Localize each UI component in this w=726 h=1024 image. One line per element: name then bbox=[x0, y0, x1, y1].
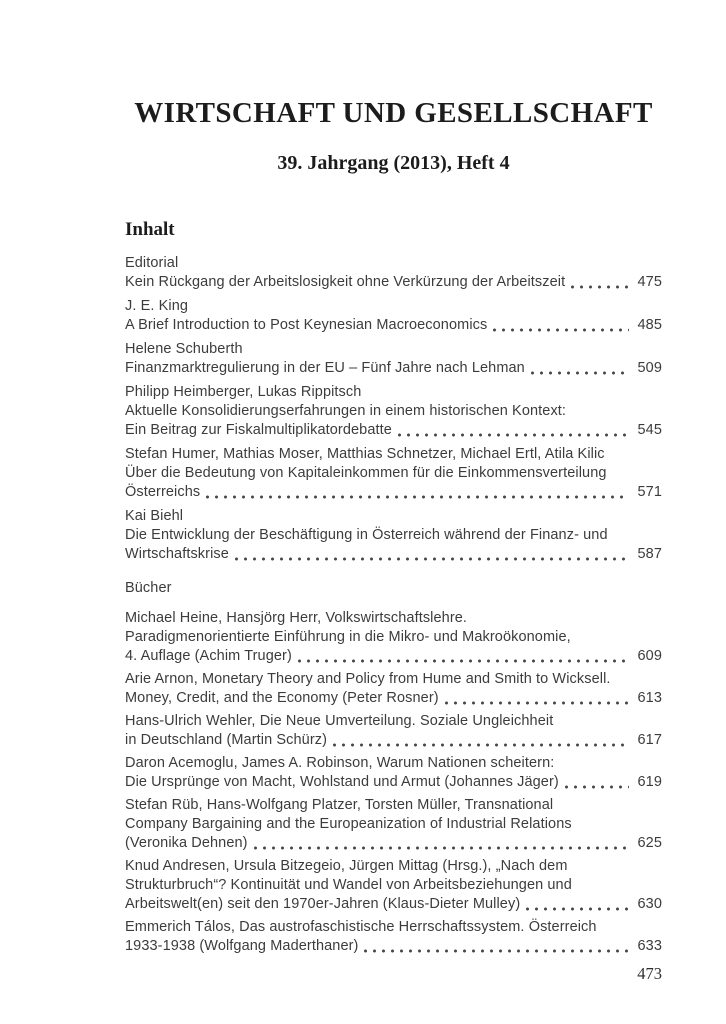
toc-line: Kein Rückgang der Arbeitslosigkeit ohne Verkürzung der Arbeitszeit bbox=[125, 274, 566, 290]
toc-line: Stefan Humer, Mathias Moser, Matthias Schnetzer, Michael Ertl, Atila Kilic bbox=[125, 446, 605, 462]
toc-line: Paradigmenorientierte Einführung in die Mikro- und Makroökonomie, bbox=[125, 629, 571, 645]
toc-entry bbox=[125, 796, 662, 853]
toc-line: Ein Beitrag zur Fiskalmultiplikatordebatte bbox=[125, 422, 392, 438]
toc-entry bbox=[125, 918, 662, 956]
toc-page-number: 619 bbox=[637, 774, 662, 790]
toc-page-number: 613 bbox=[637, 690, 662, 706]
toc-line: Company Bargaining and the Europeanization of Industrial Relations bbox=[125, 816, 572, 832]
toc-entry bbox=[125, 445, 662, 502]
toc-line: Finanzmarktregulierung in der EU – Fünf Jahre nach Lehman bbox=[125, 360, 525, 376]
toc-entry bbox=[125, 712, 662, 750]
toc-entry bbox=[125, 507, 662, 564]
toc-entry bbox=[125, 857, 662, 914]
books-list bbox=[125, 609, 662, 956]
toc-line: Arbeitswelt(en) seit den 1970er-Jahren (Klaus-Dieter Mulley) bbox=[125, 896, 521, 912]
contents-heading: Inhalt bbox=[125, 219, 175, 240]
toc-line: Helene Schuberth bbox=[125, 341, 243, 357]
toc-page-number: 509 bbox=[637, 360, 662, 376]
toc-line: 4. Auflage (Achim Truger) bbox=[125, 648, 292, 664]
toc-page-number: 545 bbox=[637, 422, 662, 438]
toc-leader-row bbox=[125, 647, 662, 666]
toc-line: Wirtschaftskrise bbox=[125, 546, 229, 562]
toc-leader-row bbox=[125, 773, 662, 792]
toc-leader-row bbox=[125, 273, 662, 292]
toc-line: Michael Heine, Hansjörg Herr, Volkswirtschaftslehre. bbox=[125, 610, 468, 626]
toc-line: Stefan Rüb, Hans-Wolfgang Platzer, Torsten Müller, Transnational bbox=[125, 797, 554, 813]
toc-page-number: 475 bbox=[637, 274, 662, 290]
issue-line: 39. Jahrgang (2013), Heft 4 bbox=[277, 152, 510, 174]
toc-entry bbox=[125, 254, 662, 292]
dot-leader bbox=[398, 432, 629, 438]
toc-line: Money, Credit, and the Economy (Peter Rosner) bbox=[125, 690, 439, 706]
toc-leader-row bbox=[125, 834, 662, 853]
journal-title: WIRTSCHAFT UND GESELLSCHAFT bbox=[134, 97, 653, 129]
toc-leader-row bbox=[125, 731, 662, 750]
toc-leader-row bbox=[125, 359, 662, 378]
toc-page-number: 485 bbox=[637, 317, 662, 333]
page-number: 473 bbox=[637, 964, 662, 983]
toc-line: Daron Acemoglu, James A. Robinson, Warum Nationen scheitern: bbox=[125, 755, 555, 771]
toc-line: Arie Arnon, Monetary Theory and Policy from Hume and Smith to Wicksell. bbox=[125, 671, 611, 687]
toc-line: Die Entwicklung der Beschäftigung in Österreich während der Finanz- und bbox=[125, 527, 608, 543]
toc-line: (Veronika Dehnen) bbox=[125, 835, 248, 851]
dot-leader bbox=[206, 494, 629, 500]
toc-leader-row bbox=[125, 937, 662, 956]
dot-leader bbox=[364, 948, 629, 954]
toc-line: in Deutschland (Martin Schürz) bbox=[125, 732, 328, 748]
toc-line: Über die Bedeutung von Kapitaleinkommen für die Einkommensverteilung bbox=[125, 465, 607, 481]
dot-leader bbox=[565, 784, 629, 790]
dot-leader bbox=[526, 906, 629, 912]
dot-leader bbox=[298, 658, 629, 664]
toc-leader-row bbox=[125, 483, 662, 502]
books-heading: Bücher bbox=[125, 580, 172, 596]
toc-entry bbox=[125, 754, 662, 792]
toc-line: Strukturbruch“? Kontinuität und Wandel von Arbeitsbeziehungen und bbox=[125, 877, 572, 893]
dot-leader bbox=[493, 327, 629, 333]
toc-page-number: 625 bbox=[637, 835, 662, 851]
dot-leader bbox=[445, 700, 629, 706]
toc-leader-row bbox=[125, 421, 662, 440]
toc-line: Emmerich Tálos, Das austrofaschistische Herrschaftssystem. Österreich bbox=[125, 919, 597, 935]
toc-page-number: 571 bbox=[637, 484, 662, 500]
toc-line: Die Ursprünge von Macht, Wohlstand und Armut (Johannes Jäger) bbox=[125, 774, 559, 790]
articles-list bbox=[125, 254, 662, 564]
toc-line: A Brief Introduction to Post Keynesian Macroeconomics bbox=[125, 317, 488, 333]
toc-entry bbox=[125, 297, 662, 335]
toc-entry bbox=[125, 609, 662, 666]
toc-page-number: 633 bbox=[637, 938, 662, 954]
toc-line: Aktuelle Konsolidierungserfahrungen in einem historischen Kontext: bbox=[125, 403, 567, 419]
toc-entry bbox=[125, 670, 662, 708]
toc-line: Knud Andresen, Ursula Bitzegeio, Jürgen Mittag (Hrsg.), „Nach dem bbox=[125, 858, 568, 874]
toc-line: Österreichs bbox=[125, 484, 201, 500]
toc-line: 1933-1938 (Wolfgang Maderthaner) bbox=[125, 938, 359, 954]
toc-line: Hans-Ulrich Wehler, Die Neue Umverteilung. Soziale Ungleichheit bbox=[125, 713, 554, 729]
dot-leader bbox=[235, 556, 629, 562]
dot-leader bbox=[333, 742, 629, 748]
toc-leader-row bbox=[125, 895, 662, 914]
toc-line: J. E. King bbox=[125, 298, 189, 314]
toc-page-number: 587 bbox=[637, 546, 662, 562]
toc-page-number: 609 bbox=[637, 648, 662, 664]
toc-leader-row bbox=[125, 316, 662, 335]
toc-page-number: 617 bbox=[637, 732, 662, 748]
toc-entry bbox=[125, 340, 662, 378]
dot-leader bbox=[531, 370, 629, 376]
toc-leader-row bbox=[125, 689, 662, 708]
dot-leader bbox=[254, 845, 629, 851]
toc-line: Kai Biehl bbox=[125, 508, 184, 524]
toc-page-number: 630 bbox=[637, 896, 662, 912]
toc-leader-row bbox=[125, 545, 662, 564]
dot-leader bbox=[571, 284, 629, 290]
toc-entry bbox=[125, 383, 662, 440]
toc-line: Editorial bbox=[125, 255, 179, 271]
toc-line: Philipp Heimberger, Lukas Rippitsch bbox=[125, 384, 362, 400]
